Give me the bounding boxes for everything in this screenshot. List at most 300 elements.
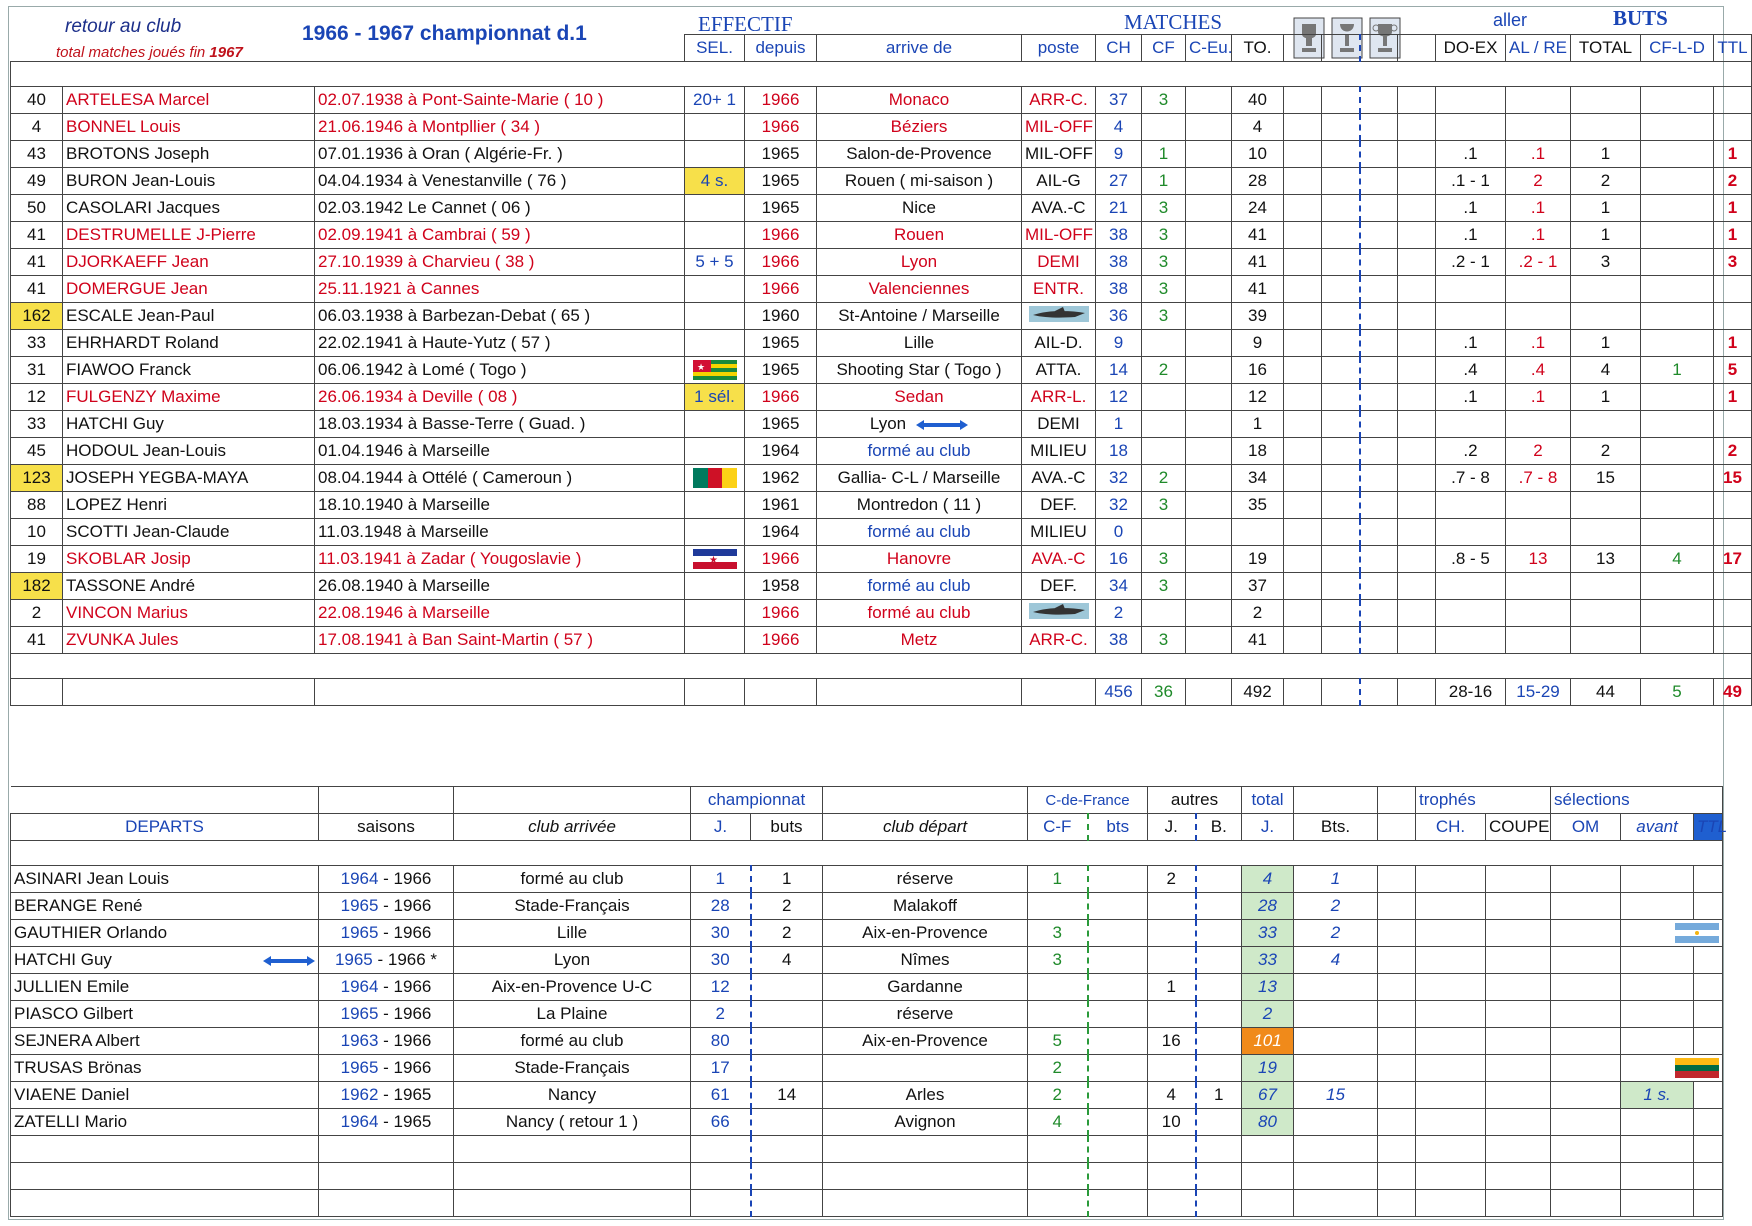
depuis-cell: 1961 — [745, 492, 817, 519]
argentina-flag-icon — [1675, 923, 1719, 943]
table-row — [11, 1028, 1723, 1055]
total-j-cell: 4 — [1242, 866, 1294, 893]
doex-cell: .1 — [1436, 384, 1506, 411]
j-cell: 61 — [691, 1082, 751, 1109]
flag-cell — [685, 465, 745, 492]
autres-j-cell — [1148, 1001, 1196, 1028]
col-depuis: depuis — [745, 35, 817, 62]
saisons-cell: 1962 - 1965 — [319, 1082, 454, 1109]
table-row — [11, 1001, 1723, 1028]
cfld-cell — [1641, 465, 1714, 492]
total-j-cell: 80 — [1242, 1109, 1294, 1136]
table-row — [11, 1163, 1723, 1190]
birth-cell: 27.10.1939 à Charvieu ( 38 ) — [315, 249, 685, 276]
club-arrivee-cell: formé au club — [454, 866, 691, 893]
poste-cell: MIL-OFF — [1022, 222, 1096, 249]
club-depart-cell — [823, 1055, 1028, 1082]
selection-flag-cell — [1621, 920, 1723, 947]
cf-buts-cell — [1088, 1001, 1148, 1028]
to-cell: 2 — [1232, 600, 1284, 627]
buts-total-cell: 15 — [1571, 465, 1641, 492]
player-name: DOMERGUE Jean — [63, 276, 315, 303]
cf-cell: 3 — [1142, 546, 1186, 573]
saisons-cell: 1963 - 1966 — [319, 1028, 454, 1055]
club-depart-cell: Arles — [823, 1082, 1028, 1109]
buts-total-cell: 1 — [1571, 330, 1641, 357]
cfld-cell — [1641, 627, 1714, 654]
ttl-cell — [1714, 303, 1752, 330]
alre-cell — [1506, 276, 1571, 303]
ch-cell: 34 — [1096, 573, 1142, 600]
departs-group-row — [11, 787, 1723, 814]
table-row — [11, 1190, 1723, 1217]
sel-cell — [685, 303, 745, 330]
matches-total-cell: 12 — [11, 384, 63, 411]
table-row — [11, 330, 1752, 357]
player-name: FIAWOO Franck — [63, 357, 315, 384]
doex-cell: .1 — [1436, 195, 1506, 222]
player-name: HODOUL Jean-Louis — [63, 438, 315, 465]
ttl-cell: 2 — [1714, 168, 1752, 195]
depuis-cell: 1965 — [745, 168, 817, 195]
total-ttl: 49 — [1714, 679, 1752, 706]
autres-b-cell — [1196, 866, 1242, 893]
autres-j-cell: 10 — [1148, 1109, 1196, 1136]
arrive-cell: Lille — [817, 330, 1022, 357]
ch-cell: 36 — [1096, 303, 1142, 330]
avant-cell: 1 s. — [1621, 1082, 1694, 1109]
buts-total-cell — [1571, 519, 1641, 546]
cfld-cell — [1641, 168, 1714, 195]
to-cell: 41 — [1232, 627, 1284, 654]
flag-cell — [685, 357, 745, 384]
matches-total-cell: 49 — [11, 168, 63, 195]
club-depart-cell: Avignon — [823, 1109, 1028, 1136]
arrive-cell: Lyon — [817, 249, 1022, 276]
ch-cell: 4 — [1096, 114, 1142, 141]
table-row — [11, 303, 1752, 330]
cfld-cell — [1641, 249, 1714, 276]
depart-name: SEJNERA Albert — [11, 1028, 319, 1055]
saisons-cell: 1964 - 1966 — [319, 974, 454, 1001]
matches-total-cell: 41 — [11, 627, 63, 654]
buts-total-cell — [1571, 600, 1641, 627]
cf-buts-cell — [1088, 1082, 1148, 1109]
buts-total-cell — [1571, 573, 1641, 600]
autres-b-cell — [1196, 1055, 1242, 1082]
group-selections: sélections — [1551, 787, 1723, 814]
autres-j-cell — [1148, 920, 1196, 947]
sel-cell: 5 + 5 — [685, 249, 745, 276]
table-row — [11, 1055, 1723, 1082]
total-buts-cell: 2 — [1294, 893, 1378, 920]
cf-cell — [1028, 974, 1088, 1001]
buts-cell: 2 — [751, 920, 823, 947]
total-note: total matches joués fin 1967 — [56, 44, 243, 61]
total-j-cell: 28 — [1242, 893, 1294, 920]
col-ch: CH — [1096, 35, 1142, 62]
player-name: TASSONE André — [63, 573, 315, 600]
buts-total-cell — [1571, 627, 1641, 654]
ttl-cell — [1714, 87, 1752, 114]
alre-cell: .4 — [1506, 357, 1571, 384]
ch-cell: 38 — [1096, 627, 1142, 654]
arrive-cell: Rouen — [817, 222, 1022, 249]
togo-flag-icon — [693, 360, 737, 380]
j-cell: 28 — [691, 893, 751, 920]
doex-cell: .2 — [1436, 438, 1506, 465]
ch-cell: 1 — [1096, 411, 1142, 438]
doex-cell — [1436, 519, 1506, 546]
buts-cell — [751, 1028, 823, 1055]
autres-j-cell — [1148, 1055, 1196, 1082]
col-sel: SEL. — [685, 35, 745, 62]
arrive-cell: formé au club — [817, 519, 1022, 546]
arrive-cell: Rouen ( mi-saison ) — [817, 168, 1022, 195]
col-ceu: C-Eu. — [1186, 35, 1232, 62]
transfer-arrow-icon — [263, 956, 315, 966]
autres-j-cell — [1148, 893, 1196, 920]
cf-cell: 3 — [1028, 947, 1088, 974]
to-cell: 10 — [1232, 141, 1284, 168]
col-to: TO. — [1232, 35, 1284, 62]
buts-cell — [751, 974, 823, 1001]
cfld-cell: 1 — [1641, 357, 1714, 384]
cf-cell: 3 — [1142, 276, 1186, 303]
ttl-cell — [1714, 411, 1752, 438]
depuis-cell: 1966 — [745, 276, 817, 303]
birth-cell: 25.11.1921 à Cannes — [315, 276, 685, 303]
club-arrivee-cell: Stade-Français — [454, 1055, 691, 1082]
arrive-cell: St-Antoine / Marseille — [817, 303, 1022, 330]
table-row — [11, 974, 1723, 1001]
col-ttl2: TTL — [1694, 814, 1723, 841]
j-cell: 80 — [691, 1028, 751, 1055]
ch-cell: 16 — [1096, 546, 1142, 573]
table-row — [11, 249, 1752, 276]
cfld-cell — [1641, 114, 1714, 141]
col-saisons: saisons — [319, 814, 454, 841]
section-buts: BUTS — [1613, 6, 1668, 30]
selection-flag-cell — [1621, 1055, 1723, 1082]
depuis-cell: 1966 — [745, 600, 817, 627]
col-cf2: C-F — [1028, 814, 1088, 841]
cf-cell: 4 — [1028, 1109, 1088, 1136]
depart-name: VIAENE Daniel — [11, 1082, 319, 1109]
cf-cell: 5 — [1028, 1028, 1088, 1055]
alre-cell: .1 — [1506, 141, 1571, 168]
table-row — [11, 600, 1752, 627]
ceu-cell — [1186, 357, 1232, 384]
doex-cell — [1436, 573, 1506, 600]
autres-b-cell — [1196, 893, 1242, 920]
col-total: TOTAL — [1571, 35, 1641, 62]
buts-total-cell: 13 — [1571, 546, 1641, 573]
birth-cell: 02.03.1942 Le Cannet ( 06 ) — [315, 195, 685, 222]
to-cell: 4 — [1232, 114, 1284, 141]
autres-b-cell — [1196, 920, 1242, 947]
cf-cell: 1 — [1142, 141, 1186, 168]
depart-name: HATCHI Guy — [11, 947, 319, 974]
table-row — [11, 222, 1752, 249]
buts-total-cell: 2 — [1571, 438, 1641, 465]
club-arrivee-cell: Stade-Français — [454, 893, 691, 920]
cf-buts-cell — [1088, 974, 1148, 1001]
cf-cell: 2 — [1028, 1082, 1088, 1109]
autres-b-cell: 1 — [1196, 1082, 1242, 1109]
buts-cell: 2 — [751, 893, 823, 920]
arrive-cell: Nice — [817, 195, 1022, 222]
player-name: EHRHARDT Roland — [63, 330, 315, 357]
poste-cell: ARR-L. — [1022, 384, 1096, 411]
departs-table — [10, 786, 1728, 1217]
table-row — [11, 893, 1723, 920]
cfld-cell — [1641, 519, 1714, 546]
depuis-cell: 1966 — [745, 384, 817, 411]
depart-name: JULLIEN Emile — [11, 974, 319, 1001]
matches-total-cell: 43 — [11, 141, 63, 168]
arrive-cell: Lyon — [817, 411, 1022, 438]
arrive-cell: formé au club — [817, 438, 1022, 465]
poste-cell: AVA.-C — [1022, 195, 1096, 222]
cfld-cell: 4 — [1641, 546, 1714, 573]
birth-cell: 08.04.1944 à Ottélé ( Cameroun ) — [315, 465, 685, 492]
ttl-cell: 1 — [1714, 384, 1752, 411]
col-cf: CF — [1142, 35, 1186, 62]
birth-cell: 02.09.1941 à Cambrai ( 59 ) — [315, 222, 685, 249]
arrive-cell: Salon-de-Provence — [817, 141, 1022, 168]
player-name: FULGENZY Maxime — [63, 384, 315, 411]
cf-cell: 1 — [1028, 866, 1088, 893]
cfld-cell — [1641, 303, 1714, 330]
alre-cell — [1506, 573, 1571, 600]
j-cell: 12 — [691, 974, 751, 1001]
doex-cell: .4 — [1436, 357, 1506, 384]
section-aller: aller — [1493, 10, 1528, 30]
alre-cell — [1506, 114, 1571, 141]
doex-cell: .8 - 5 — [1436, 546, 1506, 573]
ttl-cell: 5 — [1714, 357, 1752, 384]
buts-cell: 4 — [751, 947, 823, 974]
total-j-cell: 33 — [1242, 920, 1294, 947]
total-buts-cell: 1 — [1294, 866, 1378, 893]
cf-cell: 3 — [1142, 195, 1186, 222]
cfld-cell — [1641, 276, 1714, 303]
aircraft-icon — [1029, 306, 1089, 322]
matches-total-cell: 41 — [11, 276, 63, 303]
buts-total-cell: 1 — [1571, 222, 1641, 249]
ttl-cell: 1 — [1714, 195, 1752, 222]
depart-name: ZATELLI Mario — [11, 1109, 319, 1136]
cf-cell — [1028, 1001, 1088, 1028]
total-buts-cell — [1294, 1028, 1378, 1055]
arrive-cell: Shooting Star ( Togo ) — [817, 357, 1022, 384]
cf-cell — [1142, 330, 1186, 357]
ceu-cell — [1186, 87, 1232, 114]
doex-cell — [1436, 114, 1506, 141]
table-row — [11, 276, 1752, 303]
depuis-cell: 1964 — [745, 519, 817, 546]
alre-cell: .1 — [1506, 222, 1571, 249]
table-row — [11, 62, 1752, 87]
player-name: ZVUNKA Jules — [63, 627, 315, 654]
table-row — [11, 841, 1723, 866]
cfld-cell — [1641, 330, 1714, 357]
sel-cell — [685, 141, 745, 168]
col-club-depart: club départ — [823, 814, 1028, 841]
table-row — [11, 438, 1752, 465]
matches-total-cell: 31 — [11, 357, 63, 384]
sel-cell — [685, 627, 745, 654]
j-cell: 30 — [691, 947, 751, 974]
total-buts-cell: 4 — [1294, 947, 1378, 974]
depart-name: PIASCO Gilbert — [11, 1001, 319, 1028]
total-buts-cell — [1294, 974, 1378, 1001]
cfld-cell — [1641, 411, 1714, 438]
doex-cell: .1 — [1436, 330, 1506, 357]
cf-cell: 3 — [1142, 627, 1186, 654]
avant-cell — [1621, 947, 1694, 974]
col-arrive: arrive de — [817, 35, 1022, 62]
cfld-cell — [1641, 573, 1714, 600]
ceu-cell — [1186, 438, 1232, 465]
player-name: VINCON Marius — [63, 600, 315, 627]
ch-cell: 32 — [1096, 492, 1142, 519]
birth-cell: 06.06.1942 à Lomé ( Togo ) — [315, 357, 685, 384]
autres-j-cell — [1148, 947, 1196, 974]
arrive-cell: formé au club — [817, 600, 1022, 627]
total-buts-cell — [1294, 1001, 1378, 1028]
alre-cell: .1 — [1506, 330, 1571, 357]
poste-cell: ENTR. — [1022, 276, 1096, 303]
poste-cell: AIL-D. — [1022, 330, 1096, 357]
col-ttl: TTL — [1714, 35, 1752, 62]
autres-j-cell: 2 — [1148, 866, 1196, 893]
poste-cell: DEMI — [1022, 411, 1096, 438]
ceu-cell — [1186, 276, 1232, 303]
matches-total-cell: 2 — [11, 600, 63, 627]
table-row — [11, 1109, 1723, 1136]
cf-cell — [1142, 114, 1186, 141]
to-cell: 41 — [1232, 249, 1284, 276]
ch-cell: 38 — [1096, 249, 1142, 276]
ceu-cell — [1186, 114, 1232, 141]
yugoslavia-flag-icon — [693, 549, 737, 569]
col-ch2: CH. — [1416, 814, 1486, 841]
ttl-cell: 1 — [1714, 222, 1752, 249]
ceu-cell — [1186, 600, 1232, 627]
arrive-cell: Sedan — [817, 384, 1022, 411]
doex-cell: .7 - 8 — [1436, 465, 1506, 492]
alre-cell — [1506, 303, 1571, 330]
ceu-cell — [1186, 249, 1232, 276]
cf-buts-cell — [1088, 1109, 1148, 1136]
player-name: SKOBLAR Josip — [63, 546, 315, 573]
col-b: B. — [1196, 814, 1242, 841]
buts-total-cell — [1571, 276, 1641, 303]
depuis-cell: 1966 — [745, 249, 817, 276]
j-cell: 66 — [691, 1109, 751, 1136]
sel-cell — [685, 195, 745, 222]
ceu-cell — [1186, 222, 1232, 249]
ch-cell: 0 — [1096, 519, 1142, 546]
club-depart-cell: réserve — [823, 1001, 1028, 1028]
club-depart-cell: réserve — [823, 866, 1028, 893]
flag-cell — [685, 546, 745, 573]
matches-total-cell: 33 — [11, 411, 63, 438]
buts-cell: 1 — [751, 866, 823, 893]
matches-total-cell: 33 — [11, 330, 63, 357]
saisons-cell: 1965 - 1966 — [319, 1001, 454, 1028]
poste-cell — [1022, 600, 1096, 627]
matches-total-cell: 182 — [11, 573, 63, 600]
group-championnat: championnat — [691, 787, 823, 814]
col-club-arrivee: club arrivée — [454, 814, 691, 841]
cf-cell: 3 — [1142, 492, 1186, 519]
ceu-cell — [1186, 627, 1232, 654]
ceu-cell — [1186, 141, 1232, 168]
depart-name: BERANGE René — [11, 893, 319, 920]
ttl-cell — [1714, 276, 1752, 303]
cf-cell — [1142, 411, 1186, 438]
cf-cell — [1142, 438, 1186, 465]
depuis-cell: 1966 — [745, 114, 817, 141]
cfld-cell — [1641, 384, 1714, 411]
depuis-cell: 1964 — [745, 438, 817, 465]
ch-cell: 38 — [1096, 276, 1142, 303]
cf-cell: 2 — [1142, 465, 1186, 492]
doex-cell: .1 - 1 — [1436, 168, 1506, 195]
to-cell: 39 — [1232, 303, 1284, 330]
total-j-cell: 2 — [1242, 1001, 1294, 1028]
doex-cell — [1436, 411, 1506, 438]
matches-total-cell: 19 — [11, 546, 63, 573]
table-row — [11, 168, 1752, 195]
birth-cell: 07.01.1936 à Oran ( Algérie-Fr. ) — [315, 141, 685, 168]
col-tj: J. — [1242, 814, 1294, 841]
total-buts-cell — [1294, 1109, 1378, 1136]
svg-text:★: ★ — [708, 555, 718, 567]
to-cell: 28 — [1232, 168, 1284, 195]
group-total: total — [1242, 787, 1294, 814]
ch-cell: 12 — [1096, 384, 1142, 411]
poste-cell: ATTA. — [1022, 357, 1096, 384]
birth-cell: 18.10.1940 à Marseille — [315, 492, 685, 519]
depuis-cell: 1965 — [745, 330, 817, 357]
alre-cell — [1506, 627, 1571, 654]
to-cell: 41 — [1232, 222, 1284, 249]
autres-b-cell — [1196, 947, 1242, 974]
poste-cell: AIL-G — [1022, 168, 1096, 195]
table-row — [11, 141, 1752, 168]
alre-cell: .1 — [1506, 195, 1571, 222]
cf-buts-cell — [1088, 920, 1148, 947]
col-j: J. — [691, 814, 751, 841]
ceu-cell — [1186, 492, 1232, 519]
poste-cell: AVA.-C — [1022, 465, 1096, 492]
col-aj: J. — [1148, 814, 1196, 841]
ch-cell: 21 — [1096, 195, 1142, 222]
table-row — [11, 947, 1723, 974]
birth-cell: 02.07.1938 à Pont-Sainte-Marie ( 10 ) — [315, 87, 685, 114]
club-depart-cell: Malakoff — [823, 893, 1028, 920]
ceu-cell — [1186, 411, 1232, 438]
retour-label: retour au club — [65, 16, 182, 37]
poste-cell: MILIEU — [1022, 519, 1096, 546]
to-cell: 1 — [1232, 411, 1284, 438]
ttl-cell: 2 — [1714, 438, 1752, 465]
player-name: CASOLARI Jacques — [63, 195, 315, 222]
